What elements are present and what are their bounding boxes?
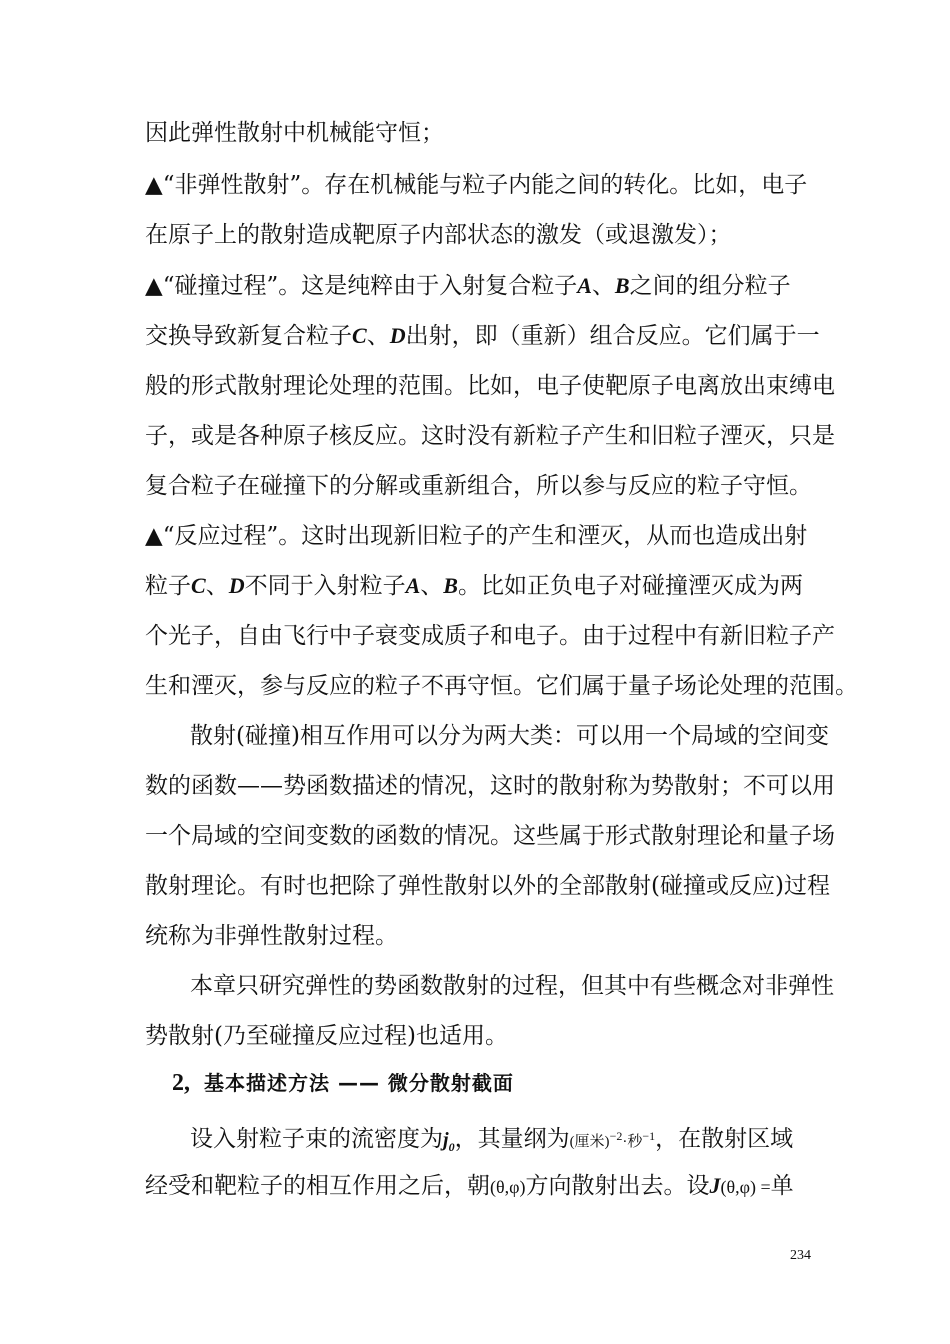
- particle-b: B: [614, 273, 630, 298]
- text-line: ▲“反应过程”。这时出现新旧粒子的产生和湮灭，从而也造成出射: [145, 523, 808, 549]
- text-line: 般的形式散射理论处理的范围。比如，电子使靶原子电离放出束缚电: [145, 373, 835, 399]
- particle-a: A: [405, 573, 421, 598]
- angle-expression: (θ,φ): [490, 1177, 526, 1197]
- text-line: 散射(碰撞)相互作用可以分为两大类：可以用一个局域的空间变: [190, 723, 829, 749]
- text-line: 粒子C、D不同于入射粒子A、B。比如正负电子对碰撞湮灭成为两: [145, 573, 803, 599]
- particle-b: B: [443, 573, 458, 598]
- text-line: 一个局域的空间变数的函数的情况。这些属于形式散射理论和量子场: [145, 823, 835, 849]
- section-title: 基本描述方法 —— 微分散射截面: [204, 1071, 514, 1095]
- text-line: 复合粒子在碰撞下的分解或重新组合，所以参与反应的粒子守恒。: [145, 473, 812, 499]
- text-line: 设入射粒子束的流密度为$j_0$，其量纲为(厘米)$^{-2}$·秒$^{-1}$，在散射区域: [190, 1126, 794, 1154]
- particle-c: C: [352, 323, 367, 348]
- section-number: 2,: [172, 1070, 190, 1096]
- text-line: ▲“非弹性散射”。存在机械能与粒子内能之间的转化。比如，电子: [145, 172, 808, 198]
- section-heading: [172, 1063, 514, 1103]
- particle-d: D: [228, 573, 245, 598]
- text-line: 散射理论。有时也把除了弹性散射以外的全部散射(碰撞或反应)过程: [145, 873, 830, 899]
- text-line: ▲“碰撞过程”。这是纯粹由于入射复合粒子A、B之间的组分粒子: [145, 273, 791, 299]
- text-line: 交换导致新复合粒子C、D出射，即（重新）组合反应。它们属于一: [145, 323, 820, 349]
- page-number: 234: [790, 1248, 811, 1263]
- text-line: 子，或是各种原子核反应。这时没有新粒子产生和旧粒子湮灭，只是: [145, 423, 835, 449]
- text-line: 在原子上的散射造成靶原子内部状态的激发（或退激发）；: [145, 222, 732, 248]
- text-line: 因此弹性散射中机械能守恒；: [145, 120, 444, 146]
- particle-d: D: [389, 323, 406, 348]
- flux-symbol: $j_0$: [443, 1129, 455, 1154]
- text-line: 经受和靶粒子的相互作用之后，朝(θ,φ)方向散射出去。设J(θ,φ) =单: [145, 1173, 794, 1199]
- text-line: 势散射(乃至碰撞反应过程)也适用。: [145, 1023, 508, 1049]
- text-line: 本章只研究弹性的势函数散射的过程，但其中有些概念对非弹性: [190, 973, 834, 999]
- text-line: 统称为非弹性散射过程。: [145, 923, 398, 949]
- text-line: 个光子，自由飞行中子衰变成质子和电子。由于过程中有新旧粒子产: [145, 623, 835, 649]
- particle-a: A: [577, 273, 592, 298]
- J-symbol: J: [709, 1173, 721, 1198]
- text-line: 生和湮灭，参与反应的粒子不再守恒。它们属于量子场论处理的范围。: [145, 673, 858, 699]
- text-line: 数的函数——势函数描述的情况，这时的散射称为势散射；不可以用: [145, 773, 835, 799]
- unit-expression: (厘米)$^{-2}$·秒$^{-1}$: [569, 1129, 656, 1150]
- particle-c: C: [191, 573, 206, 598]
